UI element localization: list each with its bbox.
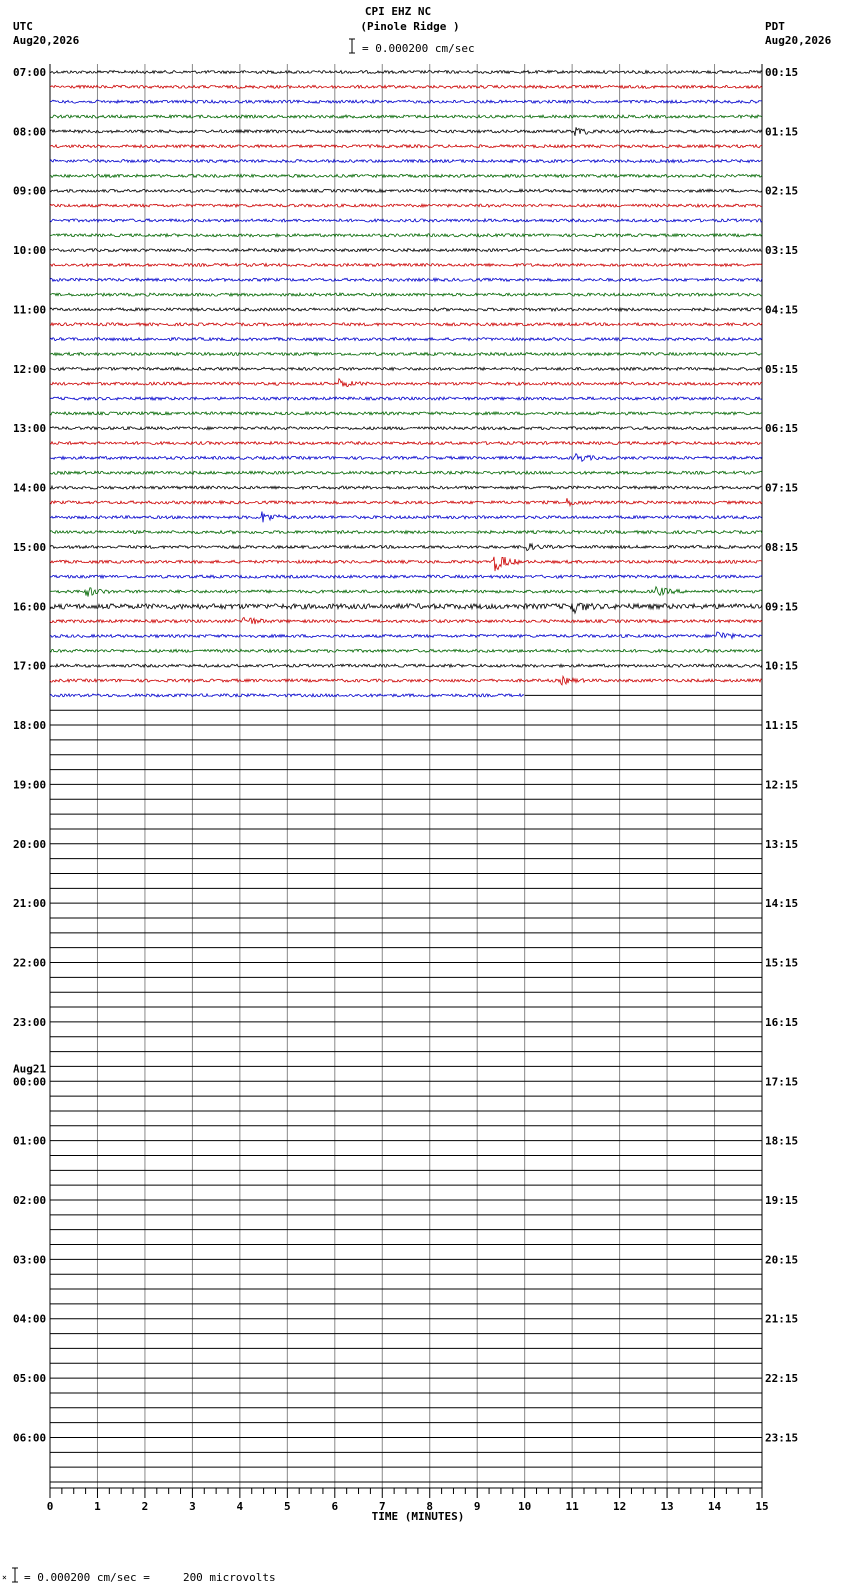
pdt-hour-label: 08:15 <box>765 540 799 554</box>
trace-line-21 <box>50 379 762 387</box>
x-tick-label: 8 <box>426 1500 434 1513</box>
trace-line-37 <box>50 618 762 625</box>
utc-hour-label: 13:00 <box>13 422 47 436</box>
pdt-hour-label: 21:15 <box>765 1312 799 1326</box>
trace-line-40 <box>50 664 762 667</box>
utc-hour-label: 00:00 <box>13 1075 47 1089</box>
utc-hour-label: 12:00 <box>13 362 47 376</box>
seismic-traces <box>50 71 762 697</box>
x-tick-label: 9 <box>473 1500 481 1513</box>
utc-hour-label: 04:00 <box>13 1312 47 1326</box>
trace-line-20 <box>50 367 762 370</box>
utc-hour-label: 21:00 <box>13 897 47 911</box>
utc-hour-label: 19:00 <box>13 778 47 792</box>
station-location: (Pinole Ridge ) <box>360 20 460 33</box>
utc-hour-label: 16:00 <box>13 600 47 614</box>
x-tick-label: 2 <box>141 1500 149 1513</box>
x-tick-label: 0 <box>46 1500 54 1513</box>
trace-line-15 <box>50 293 762 296</box>
utc-date-change-label: Aug21 <box>13 1062 47 1076</box>
footer-scale-icon <box>2 1568 18 1582</box>
utc-hour-label: 06:00 <box>13 1431 47 1445</box>
utc-hour-label: 03:00 <box>13 1253 47 1267</box>
trace-line-33 <box>50 557 762 571</box>
footer-scale-label: = 0.000200 cm/sec = 200 microvolts <box>24 1571 276 1584</box>
trace-line-29 <box>50 498 762 505</box>
pdt-hour-label: 04:15 <box>765 303 799 317</box>
utc-hour-label: 05:00 <box>13 1372 47 1386</box>
pdt-hour-label: 13:15 <box>765 837 799 851</box>
trace-line-17 <box>50 323 762 326</box>
scale-label: = 0.000200 cm/sec <box>362 42 475 55</box>
pdt-hour-label: 09:15 <box>765 600 799 614</box>
trace-line-27 <box>50 471 762 474</box>
utc-hour-label: 22:00 <box>13 956 47 970</box>
trace-line-38 <box>50 632 762 638</box>
pdt-hour-label: 03:15 <box>765 244 799 258</box>
trace-line-6 <box>50 160 762 163</box>
utc-hour-label: 14:00 <box>13 481 47 495</box>
trace-line-13 <box>50 264 762 267</box>
trace-line-3 <box>50 115 762 118</box>
x-axis-label: TIME (MINUTES) <box>371 1510 465 1523</box>
right-timezone: PDT <box>765 20 785 33</box>
trace-line-22 <box>50 397 762 400</box>
trace-line-2 <box>50 100 762 103</box>
utc-hour-label: 01:00 <box>13 1134 47 1148</box>
pdt-hour-label: 19:15 <box>765 1194 799 1207</box>
trace-line-28 <box>50 486 762 489</box>
trace-line-0 <box>50 71 762 74</box>
trace-line-14 <box>50 278 762 281</box>
trace-line-18 <box>50 338 762 341</box>
x-tick-label: 7 <box>378 1500 386 1513</box>
x-tick-label: 11 <box>565 1500 579 1513</box>
trace-line-34 <box>50 575 762 578</box>
trace-line-26 <box>50 454 762 462</box>
x-tick-label: 14 <box>707 1500 722 1513</box>
utc-hour-label: 02:00 <box>13 1194 47 1207</box>
x-tick-label: 3 <box>189 1500 196 1513</box>
right-date: Aug20,2026 <box>765 34 832 47</box>
pdt-hour-labels <box>765 66 798 1444</box>
trace-line-32 <box>50 543 762 550</box>
x-tick-label: 13 <box>660 1500 674 1513</box>
trace-line-30 <box>50 512 762 523</box>
pdt-hour-label: 00:15 <box>765 66 799 79</box>
x-tick-label: 10 <box>518 1500 532 1513</box>
pdt-hour-label: 11:15 <box>765 719 799 733</box>
pdt-hour-label: 20:15 <box>765 1253 799 1267</box>
trace-line-16 <box>50 308 762 311</box>
trace-line-10 <box>50 219 762 222</box>
pdt-hour-label: 06:15 <box>765 422 799 436</box>
trace-line-11 <box>50 234 762 237</box>
utc-hour-label: 15:00 <box>13 540 47 554</box>
x-tick-label: 12 <box>612 1500 627 1513</box>
left-timezone: UTC <box>13 20 33 33</box>
svg-text:×: × <box>2 1573 7 1582</box>
station-title: CPI EHZ NC <box>364 5 432 18</box>
utc-hour-label: 07:00 <box>13 66 47 79</box>
pdt-hour-label: 02:15 <box>765 184 799 198</box>
trace-line-35 <box>50 587 762 597</box>
utc-hour-label: 17:00 <box>13 659 47 673</box>
trace-line-1 <box>50 85 762 88</box>
utc-hour-label: 11:00 <box>13 303 47 317</box>
pdt-hour-label: 12:15 <box>765 778 799 792</box>
utc-hour-label: 23:00 <box>13 1015 47 1029</box>
trace-line-31 <box>50 531 762 534</box>
left-date: Aug20,2026 <box>13 34 80 47</box>
pdt-hour-label: 15:15 <box>765 956 799 970</box>
trace-line-24 <box>50 427 762 430</box>
x-tick-label: 4 <box>236 1500 244 1513</box>
trace-line-4 <box>50 127 762 136</box>
pdt-hour-label: 22:15 <box>765 1372 799 1386</box>
pdt-hour-label: 14:15 <box>765 897 799 911</box>
utc-hour-label: 20:00 <box>13 837 47 851</box>
trace-line-19 <box>50 353 762 356</box>
trace-line-41 <box>50 676 762 685</box>
x-tick-label: 6 <box>331 1500 339 1513</box>
pdt-hour-label: 17:15 <box>765 1075 799 1089</box>
pdt-hour-label: 18:15 <box>765 1134 799 1148</box>
pdt-hour-label: 07:15 <box>765 481 799 495</box>
utc-hour-label: 10:00 <box>13 244 47 258</box>
pdt-hour-label: 01:15 <box>765 125 799 139</box>
utc-hour-label: 08:00 <box>13 125 47 139</box>
x-tick-label: 1 <box>94 1500 101 1513</box>
trace-line-36 <box>50 603 762 613</box>
trace-line-39 <box>50 649 762 652</box>
trace-line-5 <box>50 145 762 148</box>
trace-line-25 <box>50 442 762 445</box>
trace-line-12 <box>50 249 762 252</box>
utc-hour-label: 09:00 <box>13 184 47 198</box>
utc-hour-labels <box>13 66 46 1444</box>
pdt-hour-label: 16:15 <box>765 1015 799 1029</box>
x-tick-label: 5 <box>284 1500 291 1513</box>
trace-line-23 <box>50 412 762 415</box>
empty-trace-lines <box>50 695 762 1482</box>
trace-line-8 <box>50 189 762 192</box>
pdt-hour-label: 05:15 <box>765 362 799 376</box>
trace-line-7 <box>50 174 762 177</box>
pdt-hour-label: 23:15 <box>765 1431 799 1445</box>
utc-hour-label: 18:00 <box>13 719 47 733</box>
trace-line-9 <box>50 204 762 207</box>
x-tick-label: 15 <box>755 1500 769 1513</box>
pdt-hour-label: 10:15 <box>765 659 799 673</box>
scale-marker-icon <box>349 39 355 53</box>
